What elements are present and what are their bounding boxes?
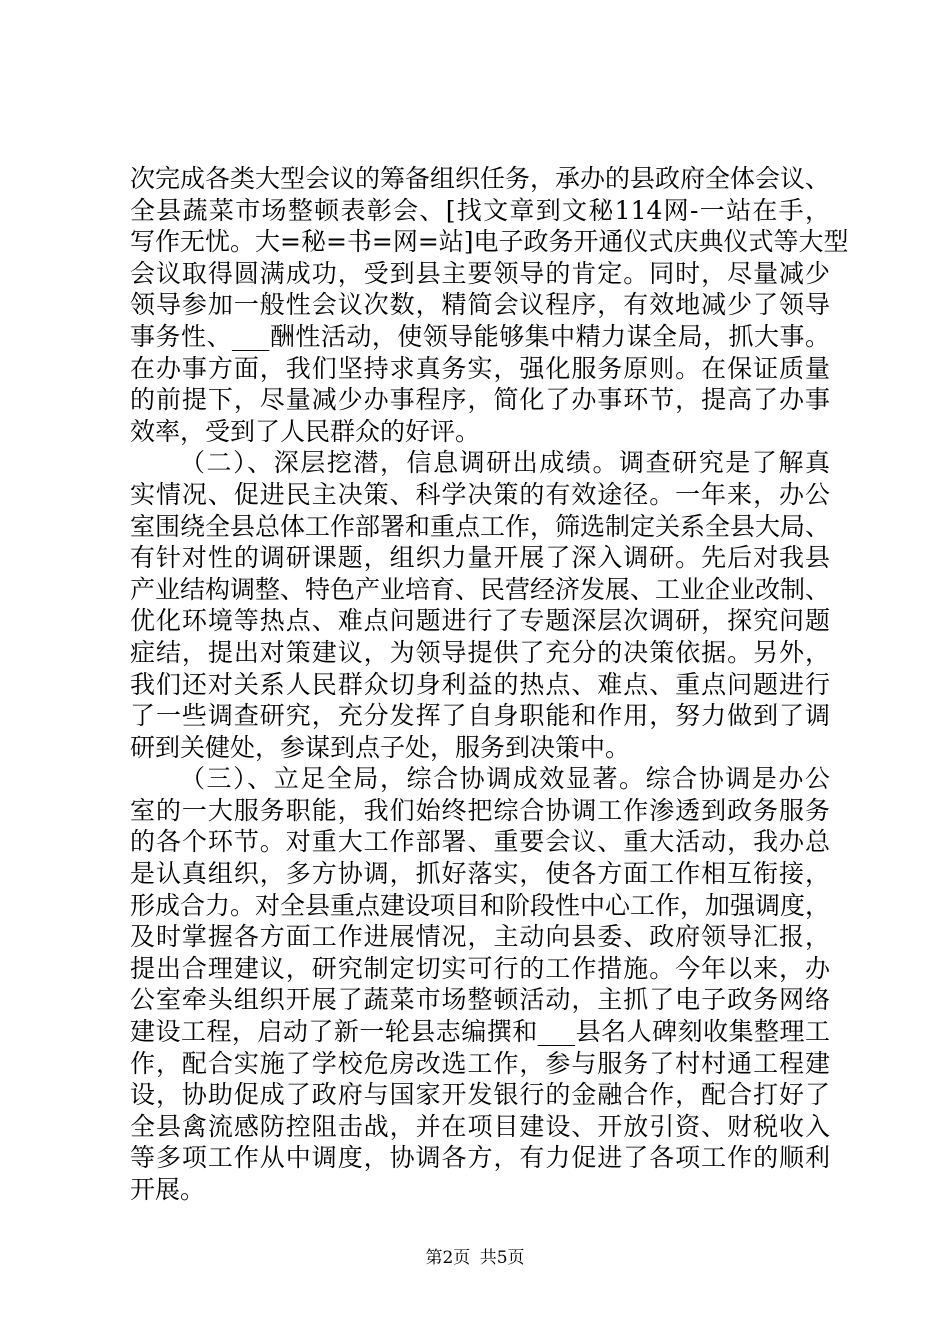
text-line: 症结，提出对策建议，为领导提供了充分的决策依据。另外， — [130, 637, 830, 667]
paragraph-heading-2: （二）、深层挖潜，信息调研出成绩。调查研究是了解真 — [180, 448, 830, 478]
text-line: 了一些调查研究，充分发挥了自身职能和作用，努力做到了调 — [130, 701, 830, 731]
document-body — [130, 163, 849, 1206]
text-line: 室的一大服务职能，我们始终把综合协调工作渗透到政务服务 — [130, 795, 830, 825]
text-line: 次完成各类大型会议的筹备组织任务，承办的县政府全体会议、 — [130, 164, 831, 193]
text-line: 写作无忧。大=秘=书=网=站]电子政务开通仪式庆典仪式等大型 — [130, 227, 849, 257]
text-line: 室围绕全县总体工作部署和重点工作，筛选制定关系全县大局、 — [130, 511, 831, 541]
text-line: 是认真组织，多方协调，抓好落实，使各方面工作相互衔接， — [130, 859, 830, 889]
text-line: 公室牵头组织开展了蔬菜市场整顿活动，主抓了电子政务网络 — [130, 985, 830, 1015]
text-line: 等多项工作从中调度，协调各方，有力促进了各项工作的顺利 — [130, 1143, 830, 1173]
text-line: 建设工程，启动了新一轮县志编撰和___县名人碑刻收集整理工 — [130, 1017, 830, 1047]
text-line: 开展。 — [130, 1175, 206, 1204]
text-line: 效率，受到了人民群众的好评。 — [130, 416, 481, 446]
text-line: 及时掌握各方面工作进展情况，主动向县委、政府领导汇报， — [130, 922, 830, 952]
text-line: 会议取得圆满成功，受到县主要领导的肯定。同时，尽量减少 — [130, 258, 830, 288]
text-line: 实情况、促进民主决策、科学决策的有效途径。一年来，办公 — [130, 479, 830, 509]
text-line: 产业结构调整、特色产业培育、民营经济发展、工业企业改制、 — [130, 574, 831, 604]
text-line: 的前提下，尽量减少办事程序，简化了办事环节，提高了办事 — [130, 385, 830, 415]
text-line: 优化环境等热点、难点问题进行了专题深层次调研，探究问题 — [130, 606, 830, 636]
page-number: 第2页 — [425, 1248, 471, 1268]
text-line: 全县禽流感防控阻击战，并在项目建设、开放引资、财税收入 — [130, 1111, 830, 1141]
text-line: 形成合力。对全县重点建设项目和阶段性中心工作，加强调度， — [130, 890, 831, 920]
page-total: 共5页 — [479, 1248, 525, 1268]
page-footer — [0, 1243, 950, 1268]
text-line: 设，协助促成了政府与国家开发银行的金融合作，配合打好了 — [130, 1080, 830, 1110]
text-line: 的各个环节。对重大工作部署、重要会议、重大活动，我办总 — [130, 827, 830, 857]
text-line: 研到关健处，参谋到点子处，服务到决策中。 — [130, 732, 631, 762]
text-line: 领导参加一般性会议次数，精简会议程序，有效地减少了领导 — [130, 290, 830, 320]
text-line: 事务性、___酬性活动，使领导能够集中精力谋全局，抓大事。 — [130, 321, 830, 351]
text-line: 作，配合实施了学校危房改选工作，参与服务了村村通工程建 — [130, 1048, 830, 1078]
paragraph-heading-3: （三）、立足全局，综合协调成效显著。综合协调是办公 — [180, 764, 830, 794]
text-line: 我们还对关系人民群众切身利益的热点、难点、重点问题进行 — [130, 669, 830, 699]
text-line: 提出合理建议，研究制定切实可行的工作措施。今年以来，办 — [130, 953, 830, 983]
text-line: 在办事方面，我们坚持求真务实，强化服务原则。在保证质量 — [130, 353, 830, 383]
text-line: 全县蔬菜市场整顿表彰会、[找文章到文秘114网-一站在手， — [130, 195, 830, 225]
text-line: 有针对性的调研课题，组织力量开展了深入调研。先后对我县 — [130, 543, 830, 573]
